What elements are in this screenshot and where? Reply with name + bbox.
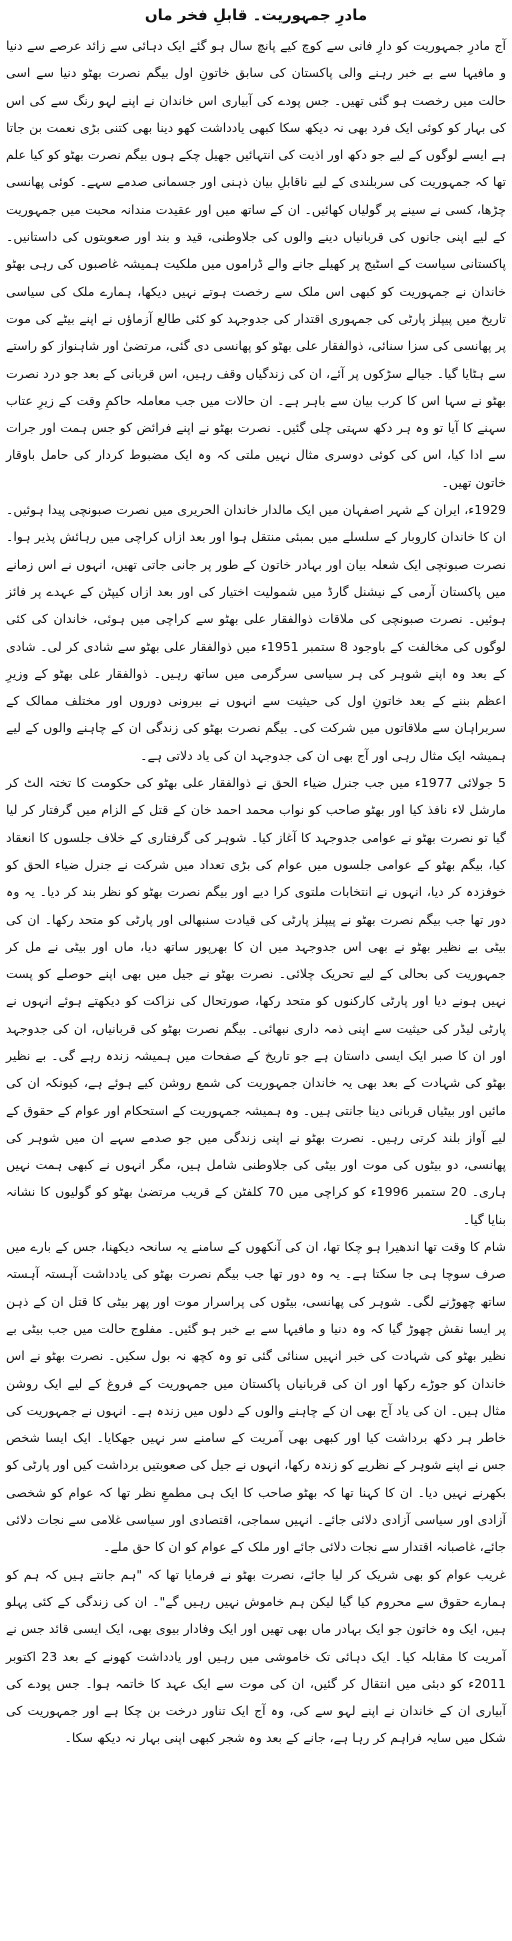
article-paragraph-3: 5 جولائی 1977ء میں جب جنرل ضیاء الحق نے ذوالفقار علی بھٹو کی حکومت کا تختہ الٹ کر مارشل لاء نافذ کیا اور بھٹو صاحب کو نواب محمد احمد خان کے قتل کے الزام میں گرفتار کر لیا گیا تو نصرت بھٹو نے عوامی جدوجہد کا آغاز کیا۔ شوہر کی گرفتاری کے خلاف جلسوں کا انعقاد کیا، بیگم بھٹو کے عوامی جلسوں میں عوام کی بڑی تعداد میں شرکت نے جنرل ضیاء الحق کو خوفزدہ کر دیا، انہوں نے انتخابات ملتوی کرا دیے اور بیگم نصرت بھٹو کو نظر بند کر دیا۔ یہ وہ دور تھا جب بیگم نصرت بھٹو نے پیپلز پارٹی کی قیادت سنبھالی اور پارٹی کو متحد رکھا۔ ان کی بیٹی بے نظیر بھٹو نے بھی اس جدوجہد میں ان کا بھرپور ساتھ دیا، ماں اور بیٹی نے مل کر جمہوریت کی بحالی کے لیے تحریک چلائی۔ نصرت بھٹو نے جیل میں بھی اپنے حوصلے کو پست نہیں ہونے دیا اور پارٹی کارکنوں کو متحد رکھا، صورتحال کی نزاکت کو دیکھتے ہوئے انہوں نے پارٹی لیڈر کی حیثیت سے اپنی ذمہ داری نبھائی۔ بیگم نصرت بھٹو کی قربانیاں، ان کی جدوجہد اور ان کا صبر ایک ایسی داستان ہے جو تاریخ کے صفحات میں ہمیشہ زندہ رہے گی۔ بے نظیر بھٹو کی شہادت کے بعد بھی یہ خاندان جمہوریت کی شمع روشن کیے ہوئے ہے، کیونکہ ان کی مائیں اور بیٹیاں قربانی دینا جانتی ہیں۔ وہ ہمیشہ جمہوریت کے استحکام اور عوام کے حقوق کے لیے آواز بلند کرتی رہیں۔ نصرت بھٹو نے اپنی زندگی میں جو صدمے سہے ان میں شوہر کی پھانسی، دو بیٹوں کی موت اور بیٹی کی جلاوطنی شامل ہیں، مگر انہوں نے کبھی ہمت نہیں ہاری۔ 20 ستمبر 1996ء کو کراچی میں 70 کلفٹن کے قریب مرتضیٰ بھٹو کو گولیوں کا نشانہ بنایا گیا۔ <box>6 775 506 1227</box>
article-paragraph-2: 1929ء، ایران کے شہر اصفہان میں ایک مالدار خاندان الحریری میں نصرت صبونچی پیدا ہوئیں۔ ان کا خاندان کاروبار کے سلسلے میں بمبئی منتقل ہوا اور بعد ازاں کراچی میں رہائش پذیر ہوا۔ نصرت صبونچی ایک شعلہ بیان اور بہادر خاتون کے طور پر جانی جاتی تھیں، انہوں نے اس زمانے میں پاکستان آرمی کے نیشنل گارڈ میں شمولیت اختیار کی اور بعد ازاں کیپٹن کے عہدے پر فائز ہوئیں۔ نصرت صبونچی کی ملاقات ذوالفقار علی بھٹو سے کراچی میں ہوئی، خاندان کی کئی لوگوں کی مخالفت کے باوجود 8 ستمبر 1951ء میں ذوالفقار علی بھٹو سے شادی کر لی۔ شادی کے بعد وہ اپنے شوہر کی ہر سیاسی سرگرمی میں ساتھ رہیں۔ ذوالفقار علی بھٹو کے وزیرِ اعظم بننے کے بعد خاتونِ اول کی حیثیت سے انہوں نے بیرونی دوروں اور مختلف ممالک کے سربراہان سے ملاقاتوں میں شرکت کی۔ بیگم نصرت بھٹو کی زندگی ان کے چاہنے والوں کے لیے ہمیشہ ایک مثال رہی اور آج بھی ان کی جدوجہد ان کی یاد دلاتی ہے۔ <box>6 502 507 763</box>
article-paragraph-5: غریب عوام کو بھی شریک کر لیا جائے، نصرت بھٹو نے فرمایا تھا کہ "ہم جانتے ہیں کہ ہم کو ہمارے حقوق سے محروم کیا گیا لیکن ہم خاموش نہیں رہیں گے"۔ ان کی زندگی کے کئی پہلو ہیں، ایک وہ خاتون جو ایک بہادر ماں بھی تھیں اور ایک وفادار بیوی بھی، ایک ایسی قائد جس نے آمریت کا مقابلہ کیا۔ ایک دہائی تک خاموشی میں رہیں اور یادداشت کھونے کے بعد 23 اکتوبر 2011ء کو دبئی میں انتقال کر گئیں، ان کی موت سے ایک عہد کا خاتمہ ہوا۔ جس پودے کی آبیاری ان کے خاندان نے اپنے لہو سے کی، وہ آج ایک تناور درخت بن چکا ہے اور جمہوریت کی شکل میں سایہ فراہم کر رہا ہے، جانے کے بعد وہ شجر کبھی اپنی بہار نہ دیکھ سکا۔ <box>6 1566 506 1746</box>
article-body <box>6 32 506 1752</box>
article-headline: مادرِ جمہوریت۔ قابلِ فخر ماں <box>144 6 368 24</box>
article-paragraph-4: شام کا وقت تھا اندھیرا ہو چکا تھا، ان کی آنکھوں کے سامنے یہ سانحہ دیکھنا، جس کے بارے میں صرف سوچا ہی جا سکتا ہے۔ یہ وہ دور تھا جب بیگم نصرت بھٹو کی یادداشت آہستہ آہستہ ساتھ چھوڑنے لگی۔ شوہر کی پھانسی، بیٹوں کی پراسرار موت اور پھر بیٹی کا قتل ان کے ذہن پر ایسا نقش چھوڑ گیا کہ وہ دنیا و مافیہا سے بے خبر ہو گئیں۔ مفلوج حالت میں جب بیٹی بے نظیر بھٹو کی شہادت کی خبر انہیں سنائی گئی تو وہ کچھ نہ بول سکیں۔ نصرت بھٹو نے اس خاندان کو جوڑے رکھا اور ان کی قربانیاں پاکستان میں جمہوریت کے فروغ کے لیے ایک روشن مثال ہیں۔ ان کی یاد آج بھی ان کے چاہنے والوں کے دلوں میں زندہ ہے۔ انہوں نے جمہوریت کی خاطر ہر دکھ برداشت کیا اور کبھی بھی آمریت کے سامنے سر نہیں جھکایا۔ ایک ایسا شخص جس نے اپنے شوہر کے نظریے کو زندہ رکھا، انہوں نے جیل کی صعوبتیں برداشت کیں اور پارٹی کو بکھرنے نہیں دیا۔ ان کا کہنا تھا کہ بھٹو صاحب کا ایک ہی مطمعِ نظر تھا کہ عوام کو شخصی آزادی اور سیاسی آزادی دلائی جائے۔ انہیں سماجی، اقتصادی اور سیاسی غلامی سے نجات دلائی جائے، غاصبانہ اقتدار سے نجات دلائی جائے اور ملک کے عوام کو ان کا حق ملے۔ <box>6 1239 506 1555</box>
article-paragraph-1: آج مادرِ جمہوریت کو دارِ فانی سے کوچ کیے پانچ سال ہو گئے ایک دہائی سے زائد عرصے سے دنیا و مافیہا سے بے خبر رہنے والی پاکستان کی سابق خاتونِ اول بیگم نصرت بھٹو دنیا سے اسی حالت میں رخصت ہو گئی تھیں۔ جس پودے کی آبیاری اس خاندان نے اپنے لہو رنگ سے کی اس کی بہار کو کوئی ایک فرد بھی نہ دیکھ سکا کبھی یادداشت کھو دینا بھی کتنی بڑی نعمت بن جاتا ہے ایسے لوگوں کے لیے جو دکھ اور اذیت کی انتہائیں جھیل چکے ہوں بیگم نصرت بھٹو کو کیا علم تھا کہ جمہوریت کی سربلندی کے لیے ناقابلِ بیان ذہنی اور جسمانی صدمے سہے۔ کوئی پھانسی چڑھا، کسی نے سینے پر گولیاں کھائیں۔ ان کے ساتھ میں اور عقیدت مندانہ محبت میں جمہوریت کے لیے اپنی جانوں کی قربانیاں دینے والوں کی جلاوطنی، قید و بند اور صعوبتوں کی داستانیں۔ پاکستانی سیاست کے اسٹیج پر کھیلے جانے والے ڈراموں میں ملکیت ہمیشہ غاصبوں کی رہی بھٹو خاندان نے جمہوریت کو کبھی اس ملک سے رخصت ہوتے نہیں دیکھا، ہمارے ملک کی سیاسی تاریخ میں پیپلز پارٹی کی جمہوری اقتدار کی جدوجہد کو کئی طالع آزماؤں نے اپنے بیٹے کی موت پر پھانسی کی سزا سنائی، ذوالفقار علی بھٹو کو پھانسی دی گئی، مرتضیٰ اور شاہنواز کو راستے سے ہٹایا گیا۔ جیالے سڑکوں پر آئے، ان کی زندگیاں وقف رہیں، اس قربانی کے بعد جو درد نصرت بھٹو نے سہا اس کا کرب بیان سے باہر ہے۔ ان حالات میں جب معاملہ حاکمِ وقت کے زیرِ عتاب سہنے کا آیا تو وہ ہر دکھ سہتی چلی گئیں۔ نصرت بھٹو نے اپنے فرائض کو جس ہمت اور جرات سے ادا کیا، اس کی کوئی دوسری مثال نہیں ملتی کہ وہ ایک مضبوط کردار کی حامل باوقار خاتون تھیں۔ <box>6 38 506 490</box>
